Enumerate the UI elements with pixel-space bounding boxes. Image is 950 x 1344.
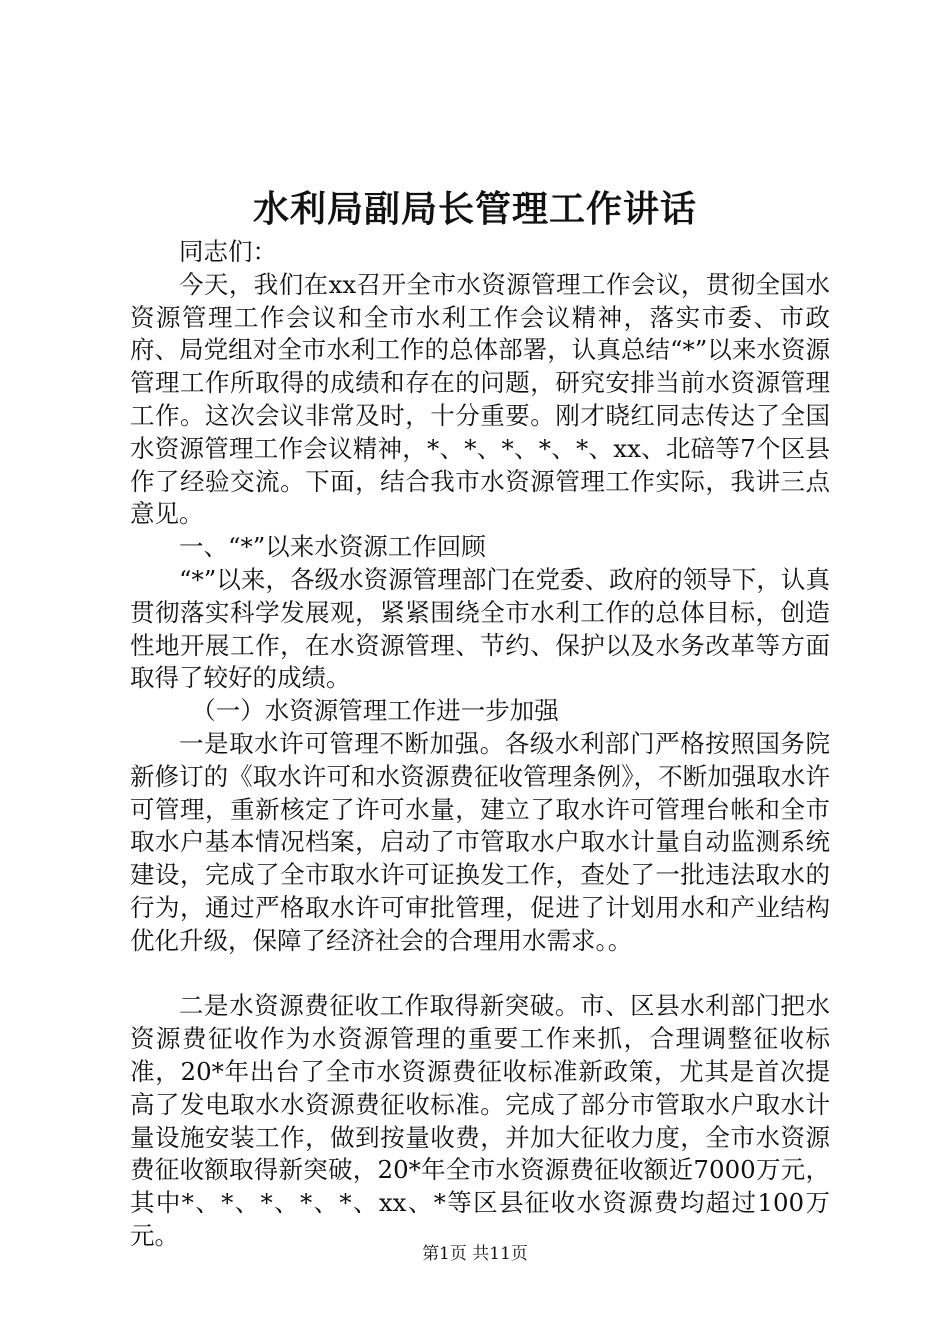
document-body <box>130 236 830 1253</box>
paragraph-permit: 一是取水许可管理不断加强。各级水利部门严格按照国务院新修订的《取水许可和水资源费征收管理条例》，不断加强取水许可管理，重新核定了许可水量，建立了取水许可管理台帐和全市取水户基本情况档案，启动了市管取水户取水计量自动监测系统建设，完成了全市取水许可证换发工作，查处了一批违法取水的行为，通过严格取水许可审批管理，促进了计划用水和产业结构优化升级，保障了经济社会的合理用水需求。。 <box>130 728 830 955</box>
page-number: 第1页 共11页 <box>422 1244 528 1264</box>
paragraph-review: “*”以来，各级水资源管理部门在党委、政府的领导下，认真贯彻落实科学发展观，紧紧围绕全市水利工作的总体目标，创造性地开展工作，在水资源管理、节约、保护以及水务改革等方面取得了较好的成绩。 <box>130 564 830 693</box>
paragraph-fee: 二是水资源费征收工作取得新突破。市、区县水利部门把水资源费征收作为水资源管理的重要工作来抓，合理调整征收标准，20*年出台了全市水资源费征收标准新政策，尤其是首次提高了发电取水水资源费征收标准。完成了部分市管取水户取水计量设施安装工作，做到按量收费，并加大征收力度，全市水资源费征收额取得新突破，20*年全市水资源费征收额近7000万元，其中*、*、*、*、*、xx、*等区县征收水资源费均超过100万元。 <box>130 991 830 1250</box>
salutation: 同志们： <box>179 237 277 266</box>
paragraph-intro: 今天，我们在xx召开全市水资源管理工作会议，贯彻全国水资源管理工作会议和全市水利工作会议精神，落实市委、市政府、局党组对全市水利工作的总体部署，认真总结“*”以来水资源管理工作所取得的成绩和存在的问题，研究安排当前水资源管理工作。这次会议非常及时，十分重要。刚才晓红同志传达了全国水资源管理工作会议精神，*、*、*、*、*、xx、北碚等7个区县作了经验交流。下面，结合我市水资源管理工作实际，我讲三点意见。 <box>130 269 830 529</box>
subsection-heading-1: （一）水资源管理工作进一步加强 <box>191 696 559 726</box>
section-heading-1: 一、“*”以来水资源工作回顾 <box>179 532 486 562</box>
document-title: 水利局副局长管理工作讲话 <box>252 188 697 230</box>
